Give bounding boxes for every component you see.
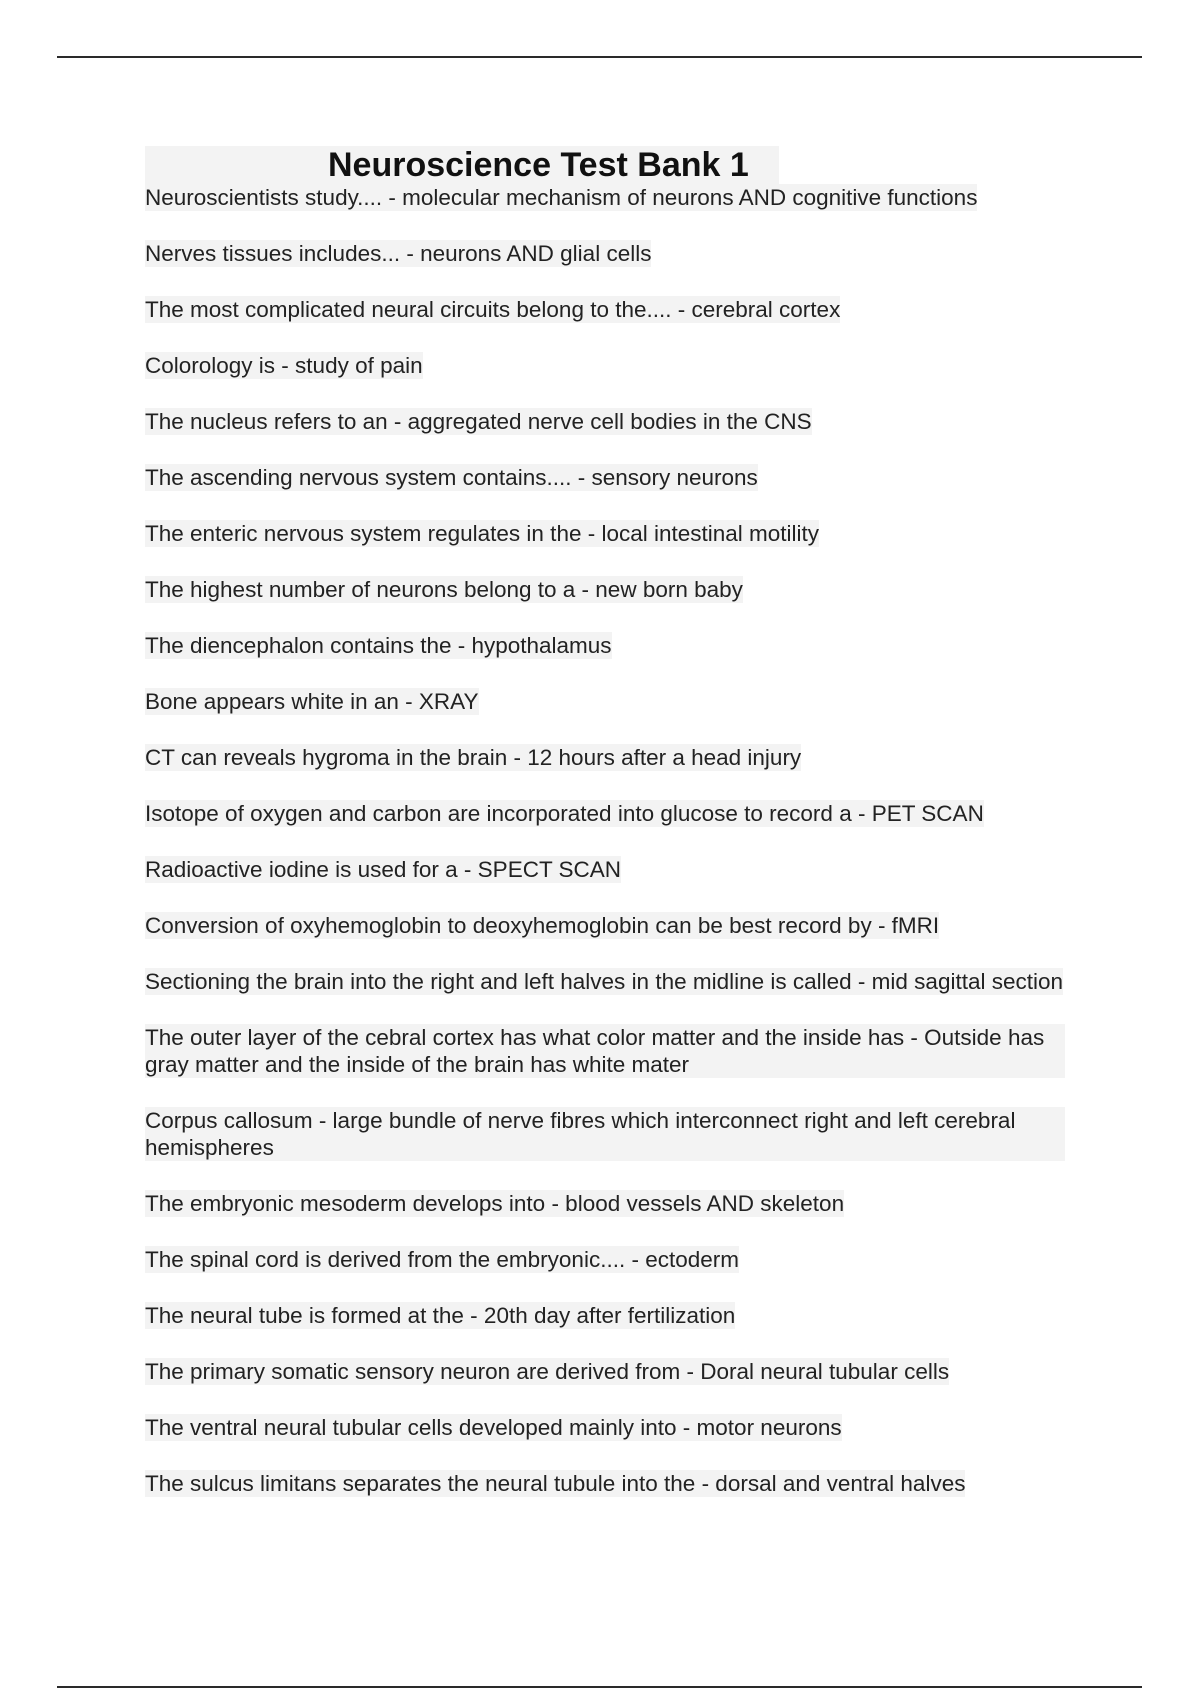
question-item: The neural tube is formed at the - 20th day after fertilization bbox=[145, 1303, 736, 1328]
question-item: The outer layer of the cebral cortex has what color matter and the inside has - Outside has gray matter and the inside of the brain has white mater bbox=[145, 1024, 1065, 1078]
question-item: Colorology is - study of pain bbox=[145, 353, 423, 378]
question-item: Conversion of oxyhemoglobin to deoxyhemoglobin can be best record by - fMRI bbox=[145, 913, 940, 938]
question-item: CT can reveals hygroma in the brain - 12 hours after a head injury bbox=[145, 745, 802, 770]
question-item: The most complicated neural circuits belong to the.... - cerebral cortex bbox=[145, 297, 841, 322]
question-list bbox=[145, 184, 1065, 1497]
question-item: The enteric nervous system regulates in the - local intestinal motility bbox=[145, 521, 820, 546]
question-item: The diencephalon contains the - hypothalamus bbox=[145, 633, 612, 658]
question-item: Nerves tissues includes... - neurons AND glial cells bbox=[145, 241, 652, 266]
question-item: The ventral neural tubular cells developed mainly into - motor neurons bbox=[145, 1415, 842, 1440]
question-item: The ascending nervous system contains.... - sensory neurons bbox=[145, 465, 758, 490]
question-item: The sulcus limitans separates the neural tubule into the - dorsal and ventral halves bbox=[145, 1471, 966, 1496]
question-item: Radioactive iodine is used for a - SPECT SCAN bbox=[145, 857, 622, 882]
page-title: Neuroscience Test Bank 1 bbox=[328, 146, 749, 184]
question-item: The spinal cord is derived from the embryonic.... - ectoderm bbox=[145, 1247, 739, 1272]
title-block bbox=[145, 146, 779, 184]
question-item: The highest number of neurons belong to a - new born baby bbox=[145, 577, 743, 602]
question-item: The primary somatic sensory neuron are derived from - Doral neural tubular cells bbox=[145, 1359, 950, 1384]
question-item: Bone appears white in an - XRAY bbox=[145, 689, 479, 714]
bottom-rule bbox=[57, 1686, 1142, 1688]
question-item: The embryonic mesoderm develops into - blood vessels AND skeleton bbox=[145, 1191, 845, 1216]
question-item: Corpus callosum - large bundle of nerve fibres which interconnect right and left cerebral hemispheres bbox=[145, 1107, 1065, 1161]
question-item: Sectioning the brain into the right and left halves in the midline is called - mid sagittal section bbox=[145, 969, 1064, 994]
question-item: The nucleus refers to an - aggregated nerve cell bodies in the CNS bbox=[145, 409, 812, 434]
top-rule bbox=[57, 56, 1142, 58]
question-item: Neuroscientists study.... - molecular mechanism of neurons AND cognitive functions bbox=[145, 185, 978, 210]
question-item: Isotope of oxygen and carbon are incorporated into glucose to record a - PET SCAN bbox=[145, 801, 984, 826]
document-body bbox=[145, 146, 1065, 1526]
